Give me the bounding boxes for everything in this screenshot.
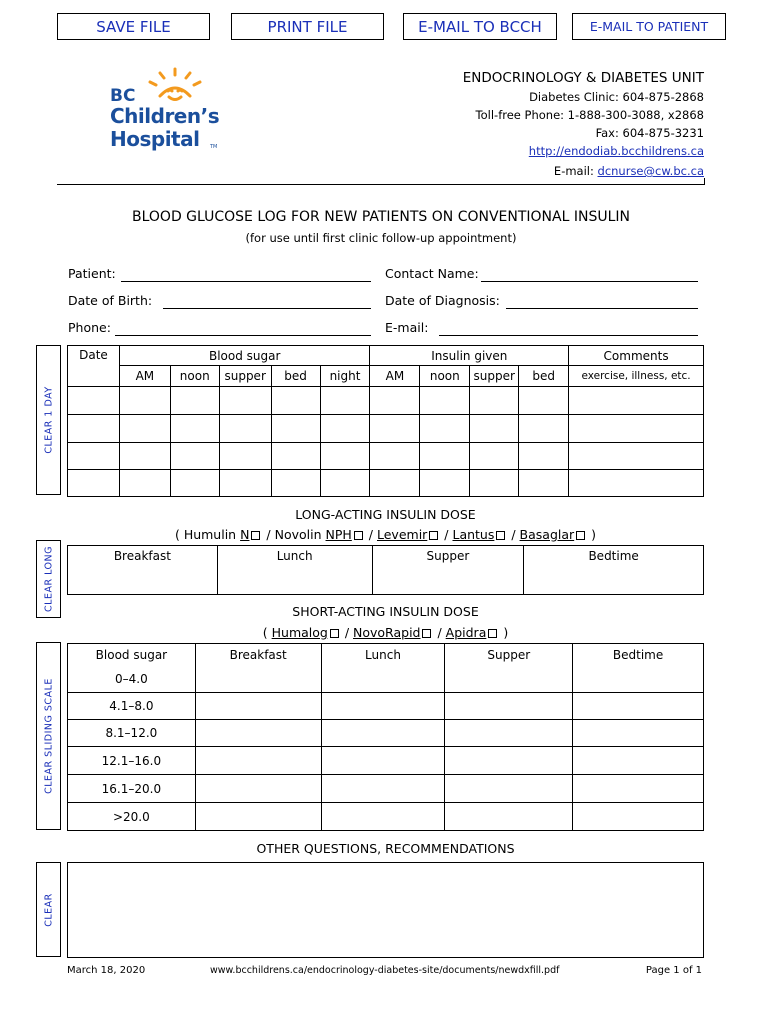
novolin-label: Novolin xyxy=(274,527,322,542)
clear-other-button[interactable] xyxy=(36,862,61,957)
ss-row[interactable] xyxy=(68,803,704,831)
levemir-label: Levemir xyxy=(377,527,428,542)
header-divider xyxy=(57,184,705,185)
email-patient-button[interactable]: E-MAIL TO PATIENT xyxy=(572,13,726,40)
glucose-log-table xyxy=(67,345,704,497)
phone-label: Phone: xyxy=(68,320,111,335)
long-acting-brands: ( Humulin N / Novolin NPH / Levemir / Lantus / Basaglar ) xyxy=(174,527,597,542)
sliding-scale-table xyxy=(67,643,704,831)
dob-input[interactable] xyxy=(163,308,371,309)
contact-input[interactable] xyxy=(481,281,698,282)
footer-date: March 18, 2020 xyxy=(67,965,146,976)
comments-hint: exercise, illness, etc. xyxy=(569,366,704,387)
novolin-checkbox[interactable] xyxy=(354,531,363,540)
contact-label: Contact Name: xyxy=(385,266,479,281)
ss-lunch-header: Lunch xyxy=(321,644,445,666)
ss-range: >20.0 xyxy=(68,803,196,831)
humalog-label: Humalog xyxy=(271,625,328,640)
apidra-label: Apidra xyxy=(445,625,487,640)
ss-blood-sugar-header: Blood sugar xyxy=(68,644,196,666)
long-breakfast-header: Breakfast xyxy=(68,546,218,567)
ss-row[interactable] xyxy=(68,775,704,803)
humalog-checkbox[interactable] xyxy=(330,629,339,638)
short-acting-brands: ( Humalog / NovoRapid / Apidra ) xyxy=(262,625,509,640)
long-acting-title: LONG-ACTING INSULIN DOSE xyxy=(295,507,476,522)
ins-bed-header: bed xyxy=(519,366,569,387)
email-line xyxy=(374,164,704,178)
ss-row[interactable] xyxy=(68,666,704,693)
save-file-button[interactable]: SAVE FILE xyxy=(57,13,210,40)
patient-label: Patient: xyxy=(68,266,116,281)
logo-hospital: Hospital xyxy=(110,127,200,151)
patient-input[interactable] xyxy=(121,281,371,282)
comments-header: Comments xyxy=(569,346,704,366)
dob-label: Date of Birth: xyxy=(68,293,153,308)
email-input[interactable] xyxy=(439,335,698,336)
short-acting-title: SHORT-ACTING INSULIN DOSE xyxy=(292,604,479,619)
phone-input[interactable] xyxy=(115,335,371,336)
log-row[interactable] xyxy=(68,387,704,415)
lantus-checkbox[interactable] xyxy=(496,531,505,540)
humulin-checkbox[interactable] xyxy=(251,531,260,540)
log-row[interactable] xyxy=(68,415,704,443)
ins-am-header: AM xyxy=(370,366,420,387)
ss-range: 8.1–12.0 xyxy=(68,720,196,747)
bs-night-header: night xyxy=(320,366,370,387)
ss-row[interactable] xyxy=(68,720,704,747)
clinic-phone: Diabetes Clinic: 604-875-2868 xyxy=(529,90,704,104)
email-label: E-mail: xyxy=(553,164,594,178)
ss-range: 12.1–16.0 xyxy=(68,747,196,775)
email-field-label: E-mail: xyxy=(385,320,429,335)
date-header: Date xyxy=(68,346,120,387)
sun-face-icon xyxy=(140,66,210,106)
email-link[interactable]: dcnurse@cw.bc.ca xyxy=(597,164,704,178)
email-bcch-button[interactable]: E-MAIL TO BCCH xyxy=(403,13,557,40)
logo-childrens: Children’s xyxy=(110,104,220,128)
form-subtitle: (for use until first clinic follow-up appointment) xyxy=(245,231,517,245)
logo-bc: BC xyxy=(110,86,136,106)
insulin-given-header: Insulin given xyxy=(370,346,569,366)
long-acting-table xyxy=(67,545,704,595)
humulin-n-label: N xyxy=(240,527,250,542)
header-divider-tick xyxy=(704,178,705,185)
ss-bedtime-header: Bedtime xyxy=(573,644,704,666)
print-file-button[interactable]: PRINT FILE xyxy=(231,13,384,40)
clear-sliding-scale-button[interactable] xyxy=(36,642,61,830)
bs-supper-header: supper xyxy=(219,366,271,387)
log-row[interactable] xyxy=(68,443,704,470)
long-supper-header: Supper xyxy=(372,546,524,567)
clear-1-day-label: CLEAR 1 DAY xyxy=(43,386,54,454)
clear-long-button[interactable] xyxy=(36,540,61,618)
diagnosis-input[interactable] xyxy=(506,308,698,309)
footer-url: www.bcchildrens.ca/endocrinology-diabetes-site/documents/newdxfill.pdf xyxy=(210,965,560,976)
clear-sliding-scale-label: CLEAR SLIDING SCALE xyxy=(43,678,54,794)
ss-range: 0–4.0 xyxy=(68,666,196,693)
footer-page: Page 1 of 1 xyxy=(645,965,702,976)
tollfree-phone: Toll-free Phone: 1-888-300-3088, x2868 xyxy=(475,108,704,122)
other-questions-title: OTHER QUESTIONS, RECOMMENDATIONS xyxy=(256,841,515,856)
levemir-checkbox[interactable] xyxy=(429,531,438,540)
ins-supper-header: supper xyxy=(470,366,519,387)
website-link[interactable]: http://endodiab.bcchildrens.ca xyxy=(528,144,704,158)
bs-noon-header: noon xyxy=(170,366,219,387)
novorapid-label: NovoRapid xyxy=(353,625,421,640)
unit-title: ENDOCRINOLOGY & DIABETES UNIT xyxy=(462,70,704,86)
form-title: BLOOD GLUCOSE LOG FOR NEW PATIENTS ON CONVENTIONAL INSULIN xyxy=(132,209,630,225)
apidra-checkbox[interactable] xyxy=(488,629,497,638)
basaglar-checkbox[interactable] xyxy=(576,531,585,540)
logo-tm: TM xyxy=(210,144,218,150)
fax-number: Fax: 604-875-3231 xyxy=(595,126,704,140)
long-bedtime-header: Bedtime xyxy=(524,546,704,567)
clear-long-label: CLEAR LONG xyxy=(43,546,54,612)
clear-other-label: CLEAR xyxy=(43,892,54,927)
long-lunch-header: Lunch xyxy=(217,546,372,567)
ss-breakfast-header: Breakfast xyxy=(195,644,321,666)
ss-row[interactable] xyxy=(68,747,704,775)
bcch-logo xyxy=(110,66,240,158)
ss-supper-header: Supper xyxy=(445,644,573,666)
blood-sugar-header: Blood sugar xyxy=(119,346,370,366)
basaglar-label: Basaglar xyxy=(519,527,575,542)
long-dose-row[interactable] xyxy=(68,567,704,595)
log-row[interactable] xyxy=(68,470,704,497)
novolin-nph-label: NPH xyxy=(325,527,352,542)
ss-range: 16.1–20.0 xyxy=(68,775,196,803)
ins-noon-header: noon xyxy=(420,366,470,387)
novorapid-checkbox[interactable] xyxy=(422,629,431,638)
ss-range: 4.1–8.0 xyxy=(68,693,196,720)
lantus-label: Lantus xyxy=(452,527,495,542)
clear-1-day-button[interactable] xyxy=(36,345,61,495)
humulin-label: Humulin xyxy=(183,527,237,542)
bs-am-header: AM xyxy=(119,366,170,387)
ss-row[interactable] xyxy=(68,693,704,720)
other-questions-textarea[interactable] xyxy=(67,862,704,958)
diagnosis-label: Date of Diagnosis: xyxy=(385,293,500,308)
bs-bed-header: bed xyxy=(271,366,320,387)
